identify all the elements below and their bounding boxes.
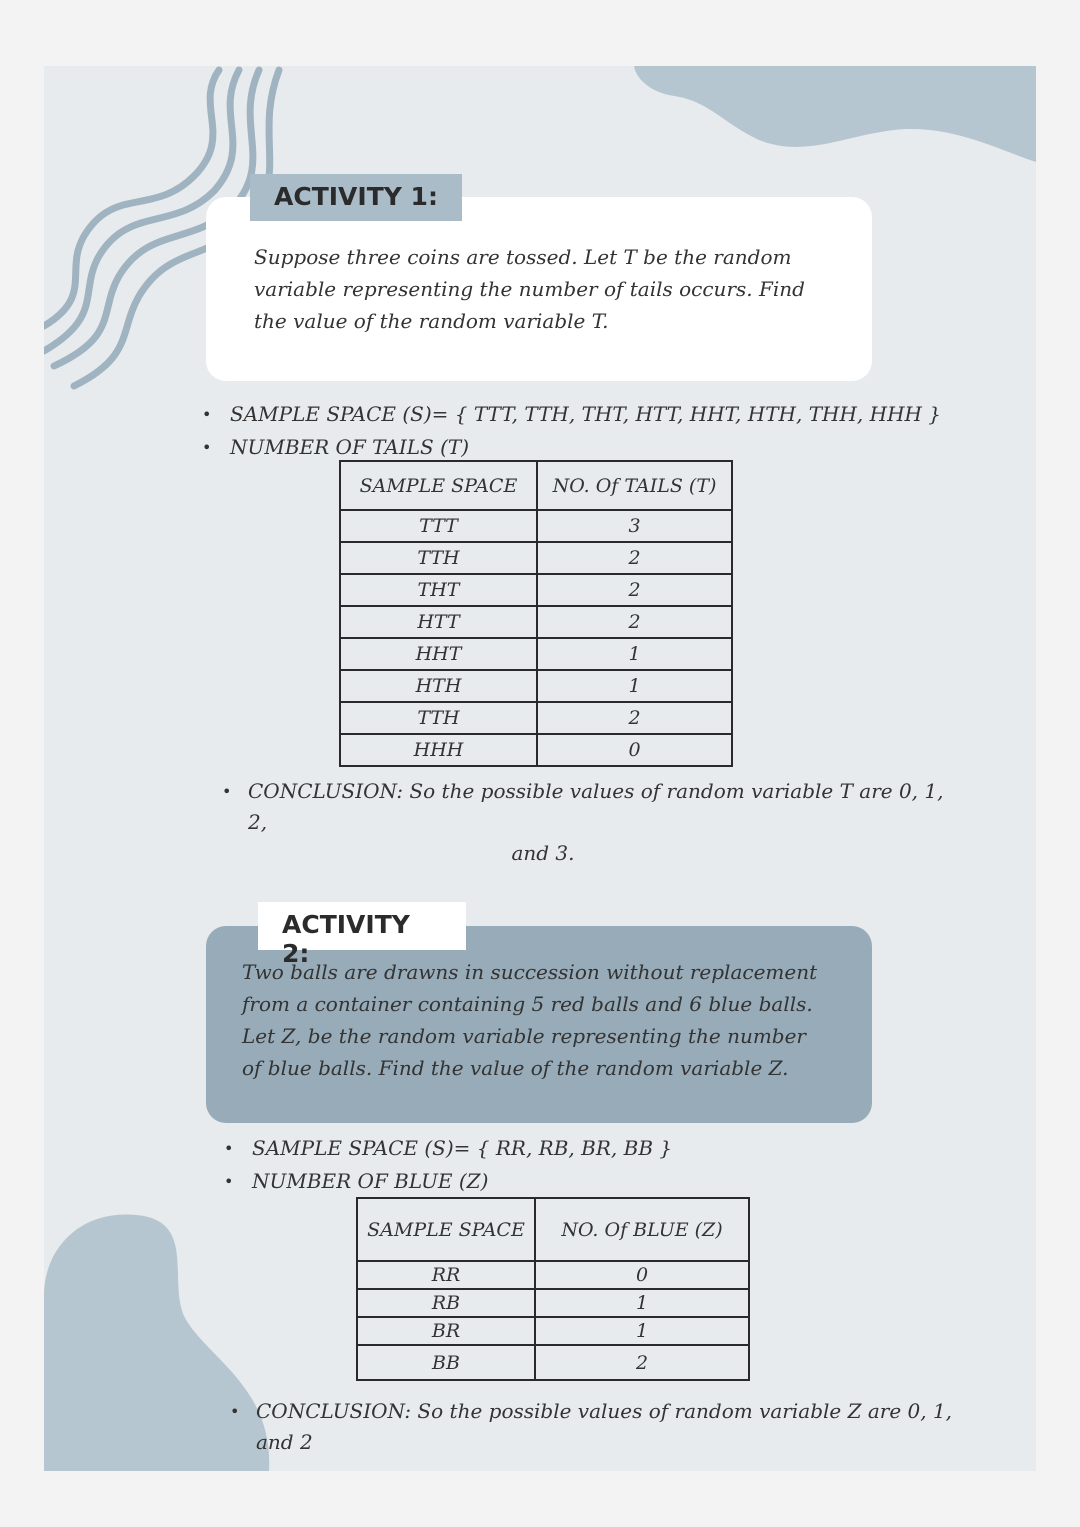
table-row: RR 0 [357, 1261, 749, 1289]
activity-1-problem-box [206, 197, 872, 381]
bullet-sample-space: • SAMPLE SPACE (S)= { RR, RB, BR, BB } [252, 1132, 852, 1165]
activity-1-table [339, 460, 733, 767]
table-row: HHH 0 [340, 734, 732, 766]
table-header-blue: NO. Of BLUE (Z) [535, 1198, 749, 1261]
bullet-sample-space: • SAMPLE SPACE (S)= { TTT, TTH, THT, HTT, HHT, HTH, THH, HHH } [230, 398, 990, 431]
activity-1-problem-text: Suppose three coins are tossed. Let T be the random variable representing the number of tails occurs. Find the value of the random variable T. [254, 245, 805, 333]
table-header-sample-space: SAMPLE SPACE [340, 461, 537, 510]
table-row: BR 1 [357, 1317, 749, 1345]
table-row: THT 2 [340, 574, 732, 606]
activity-2-label: ACTIVITY 2: [258, 902, 466, 950]
table-row: TTT 3 [340, 510, 732, 542]
table-row: BB 2 [357, 1345, 749, 1380]
table-row: TTH 2 [340, 702, 732, 734]
conclusion-line-1: CONCLUSION: So the possible values of random variable T are 0, 1, 2, [248, 779, 944, 834]
activity-1-conclusion: • CONCLUSION: So the possible values of random variable T are 0, 1, 2, and 3. [248, 776, 968, 869]
table-header-sample-space: SAMPLE SPACE [357, 1198, 535, 1261]
activity-2-table [356, 1197, 750, 1381]
activity-2-bullets [252, 1132, 852, 1198]
table-row: HTH 1 [340, 670, 732, 702]
bullet-number-of-blue: • NUMBER OF BLUE (Z) [252, 1165, 852, 1198]
table-row: HHT 1 [340, 638, 732, 670]
activity-1-bullets [230, 398, 990, 464]
activity-2-problem-text: Two balls are drawns in succession without replacement from a container containing 5 red balls and 6 blue balls. Let Z, be the random variable representing the number of blue balls. Find the value of the random variable Z. [242, 960, 818, 1080]
bullet-number-of-tails: • NUMBER OF TAILS (T) [230, 431, 990, 464]
conclusion-line-2: and 3. [511, 841, 575, 865]
activity-2-conclusion: • CONCLUSION: So the possible values of random variable Z are 0, 1, and 2 [256, 1396, 976, 1458]
table-header-tails: NO. Of TAILS (T) [537, 461, 732, 510]
activity-1-label: ACTIVITY 1: [250, 174, 462, 221]
conclusion-line: CONCLUSION: So the possible values of random variable Z are 0, 1, and 2 [256, 1399, 953, 1454]
worksheet-page [44, 66, 1036, 1471]
table-row: TTH 2 [340, 542, 732, 574]
table-row: RB 1 [357, 1289, 749, 1317]
table-row: HTT 2 [340, 606, 732, 638]
